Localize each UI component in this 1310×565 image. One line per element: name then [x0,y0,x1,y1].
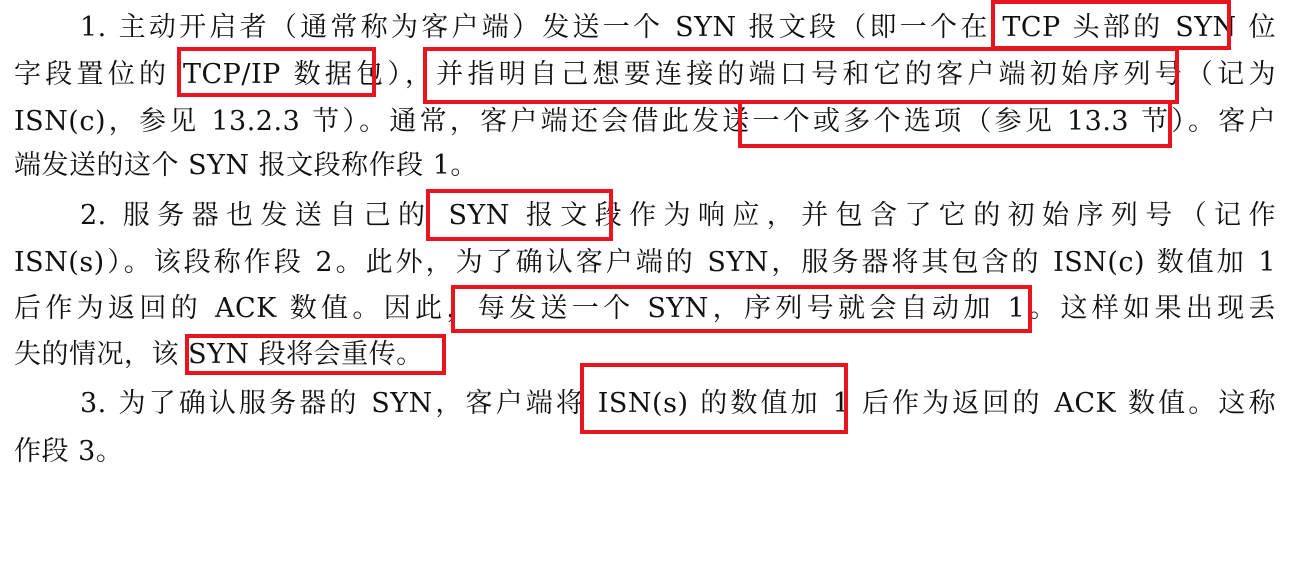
highlight-label [83,474,151,485]
text-line: 后作为返回的 ACK 数值。因此，每发送一个 SYN，序列号就会自动加 1。这样如果出现丢 [14,293,1276,324]
highlight-label [875,474,960,485]
text-line: 1. 主动开启者（通常称为客户端）发送一个 SYN 报文段（即一个在 TCP 头部的 SYN 位 [80,12,1276,43]
highlight-label [0,474,80,485]
text-line: ISN(s)）。该段称作段 2。此外，为了确认客户端的 SYN，服务器将其包含的 ISN(c) 数值加 1 [14,247,1276,278]
text-line: 失的情况，该 SYN 段将会重传。 [14,339,424,370]
highlight-label [796,474,871,485]
highlight-label [549,474,604,485]
highlight-label [397,474,546,485]
text-line: ISN(c)，参见 13.2.3 节）。通常，客户端还会借此发送一个或多个选项（参见 13.3 节）。客户 [14,106,1276,137]
text-line: 端发送的这个 SYN 报文段称作段 1。 [14,150,478,181]
text-line: 作段 3。 [14,436,124,467]
text-line: 字段置位的 TCP/IP 数据包），并指明自己想要连接的端口号和它的客户端初始序列号（记为 [14,59,1276,90]
text-line: 2. 服务器也发送自己的 SYN 报文段作为响应，并包含了它的初始序列号（记作 [80,200,1276,231]
text-line: 3. 为了确认服务器的 SYN，客户端将 ISN(s) 的数值加 1 后作为返回的 ACK 数值。这称 [80,388,1276,419]
highlight-label [154,474,394,485]
highlight-label [608,474,793,485]
